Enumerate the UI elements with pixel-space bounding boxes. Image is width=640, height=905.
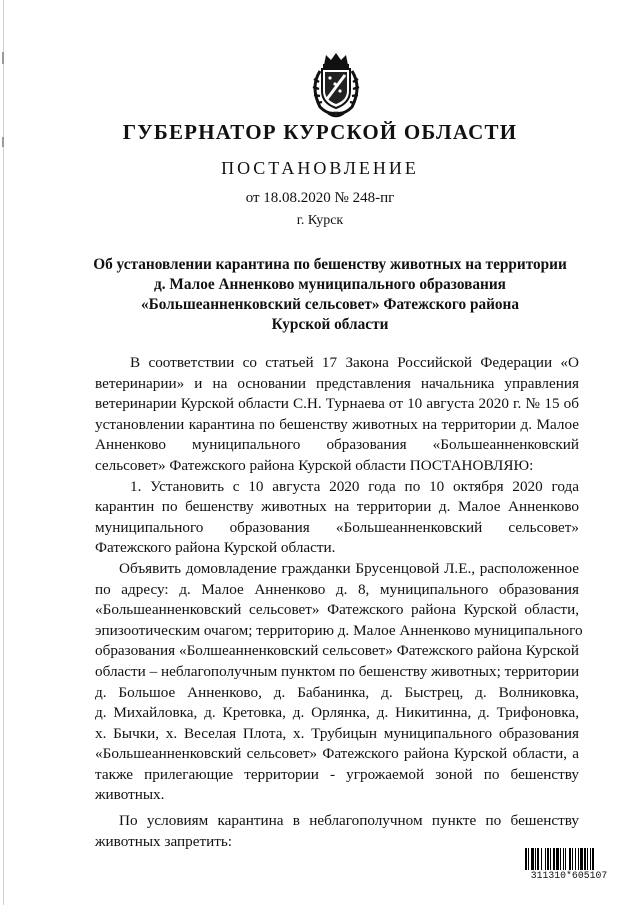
body-line: В соответствии со статьей 17 Закона Российской Федерации «О xyxy=(130,354,579,371)
kursk-coat-of-arms-icon xyxy=(308,51,364,119)
body-line: установлении карантина по бешенству животных на территории д. Малое xyxy=(95,415,579,433)
body-line: д. Михайловка, д. Кретовка, д. Орлянка, д. Никитинна, д. Трифоновка, xyxy=(95,704,579,722)
body-line: карантин по бешенству животных на территории д. Малое Анненково xyxy=(95,498,579,516)
body-line: «Большеанненковский сельсовет» Фатежского района Курской области, а xyxy=(95,745,579,763)
barcode xyxy=(525,848,613,882)
document-number-date: от 18.08.2020 № 248-пг xyxy=(245,190,395,206)
body-line: ветеринарии» и на основании представления начальника управления xyxy=(95,374,579,392)
body-line: животных запретить: xyxy=(95,832,232,850)
body-line: х. Бычки, х. Веселая Плота, х. Трубицын муниципального образования xyxy=(95,724,579,742)
body-line: ветеринарии Курской области С.Н. Турнаева от 10 августа 2020 г. № 15 об xyxy=(95,395,579,413)
body-line: Фатежского района Курской области. xyxy=(95,539,336,557)
body-line: д. Большое Анненково, д. Бабанинка, д. Быстрец, д. Волниковка, xyxy=(95,683,579,701)
body-line: образования «Болшеанненковский сельсовет» Фатежского района Курской xyxy=(95,642,579,660)
page-edge-mark xyxy=(2,52,4,64)
title-line: Курской области xyxy=(271,316,389,333)
body-line: муниципального образования «Большеанненковский сельсовет» xyxy=(95,518,579,536)
title-line: Об установлении карантина по бешенству животных на территории xyxy=(93,256,567,273)
body-line: «Большеанненковский сельсовет» Фатежского района Курской области, xyxy=(95,601,579,619)
body-line: сельсовет» Фатежского района Курской области ПОСТАНОВЛЯЮ: xyxy=(95,456,534,474)
issuing-authority: ГУБЕРНАТОР КУРСКОЙ ОБЛАСТИ xyxy=(122,120,518,144)
document-type: ПОСТАНОВЛЕНИЕ xyxy=(221,158,419,178)
body-line: Объявить домовладение гражданки Брусенцовой Л.Е., расположенное xyxy=(119,559,579,577)
barcode-number: 311310*605107 xyxy=(530,870,608,881)
document-city: г. Курск xyxy=(296,213,344,228)
body-line: по адресу: д. Малое Анненково д. 8, муниципального образования xyxy=(95,580,579,598)
body-line: также прилегающие территории - угрожаемой зоной по бешенству xyxy=(95,765,579,783)
body-line: 1. Установить с 10 августа 2020 года по 10 октября 2020 года xyxy=(130,477,579,495)
document-title xyxy=(70,255,590,335)
barcode-icon xyxy=(525,848,613,870)
body-line: животных. xyxy=(95,786,165,804)
title-line: д. Малое Анненково муниципального образования xyxy=(154,276,506,293)
body-line: эпизоотическим очагом; территорию д. Малое Анненково муниципального xyxy=(95,621,583,639)
document-body xyxy=(95,353,583,852)
body-line: области – неблагополучным пунктом по бешенству животных; территории xyxy=(95,662,580,680)
body-line: По условиям карантина в неблагополучном пункте по бешенству xyxy=(119,812,579,830)
title-line: «Большеанненковский сельсовет» Фатежского района xyxy=(140,296,520,313)
body-line: Анненково муниципального образования «Большеанненковский xyxy=(95,436,579,454)
